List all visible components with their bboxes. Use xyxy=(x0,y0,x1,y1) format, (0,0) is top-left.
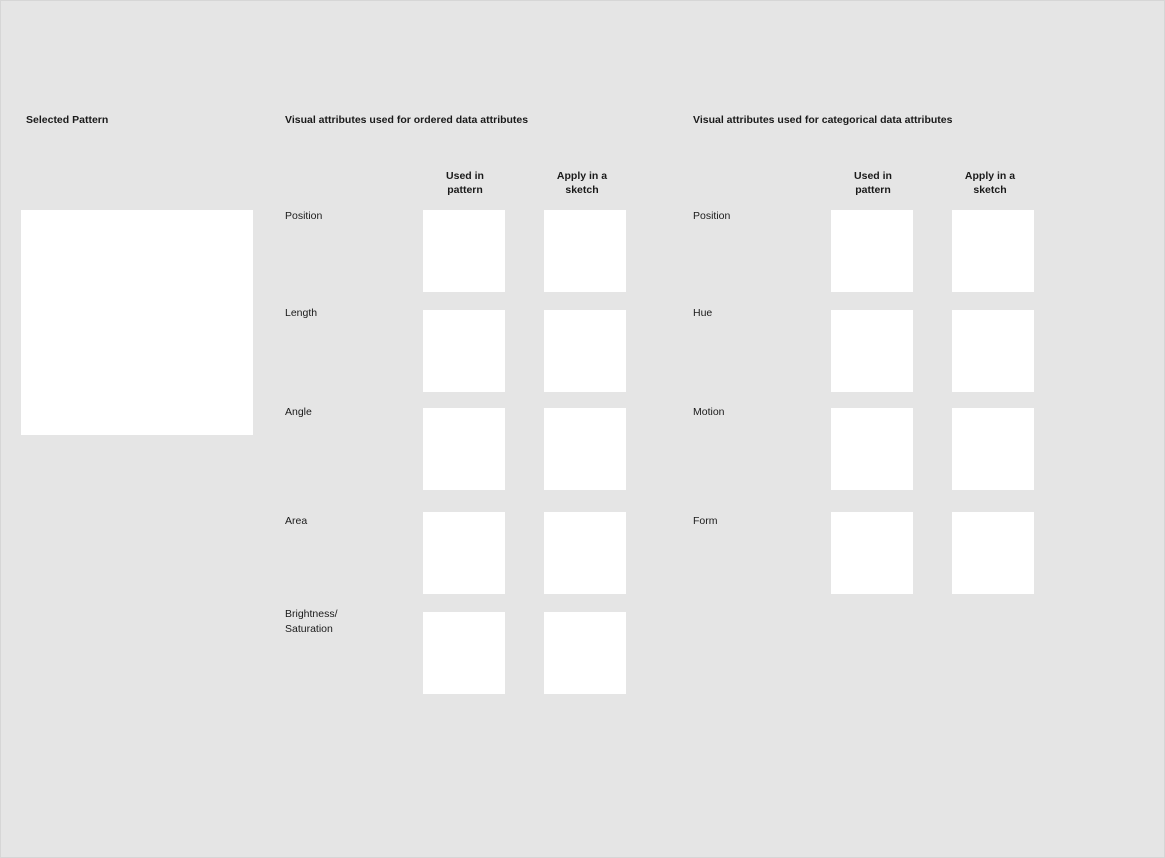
ordered-position-used-slot[interactable] xyxy=(423,210,505,292)
ordered-row-label-position: Position xyxy=(285,210,323,222)
categorical-hue-used-slot[interactable] xyxy=(831,310,913,392)
ordered-length-apply-slot[interactable] xyxy=(544,310,626,392)
ordered-brightness-apply-slot[interactable] xyxy=(544,612,626,694)
ordered-area-apply-slot[interactable] xyxy=(544,512,626,594)
ordered-row-label-area: Area xyxy=(285,515,308,527)
categorical-position-apply-slot[interactable] xyxy=(952,210,1034,292)
categorical-row-label-position: Position xyxy=(693,210,731,222)
categorical-form-used-slot[interactable] xyxy=(831,512,913,594)
ordered-length-used-slot[interactable] xyxy=(423,310,505,392)
ordered-row-label-brightness-saturation: Brightness/ Saturation xyxy=(285,608,338,635)
ordered-col-apply-in-sketch: Apply in a sketch xyxy=(556,170,608,196)
ordered-area-used-slot[interactable] xyxy=(423,512,505,594)
ordered-angle-apply-slot[interactable] xyxy=(544,408,626,490)
ordered-section-heading: Visual attributes used for ordered data attributes xyxy=(285,114,529,126)
ordered-brightness-used-slot[interactable] xyxy=(423,612,505,694)
ordered-row-label-length: Length xyxy=(285,307,318,319)
ordered-position-apply-slot[interactable] xyxy=(544,210,626,292)
selected-pattern-heading: Selected Pattern xyxy=(26,114,109,126)
categorical-section-heading: Visual attributes used for categorical data attributes xyxy=(693,114,953,126)
categorical-motion-used-slot[interactable] xyxy=(831,408,913,490)
ordered-angle-used-slot[interactable] xyxy=(423,408,505,490)
categorical-col-used-in-pattern: Used in pattern xyxy=(854,170,892,196)
categorical-hue-apply-slot[interactable] xyxy=(952,310,1034,392)
ordered-row-label-angle: Angle xyxy=(285,406,312,418)
categorical-col-apply-in-sketch: Apply in a sketch xyxy=(964,170,1016,196)
categorical-row-label-motion: Motion xyxy=(693,406,725,418)
selected-pattern-preview[interactable] xyxy=(21,210,253,435)
categorical-motion-apply-slot[interactable] xyxy=(952,408,1034,490)
categorical-row-label-form: Form xyxy=(693,515,718,527)
categorical-row-label-hue: Hue xyxy=(693,307,713,319)
ordered-col-used-in-pattern: Used in pattern xyxy=(446,170,484,196)
categorical-position-used-slot[interactable] xyxy=(831,210,913,292)
categorical-form-apply-slot[interactable] xyxy=(952,512,1034,594)
